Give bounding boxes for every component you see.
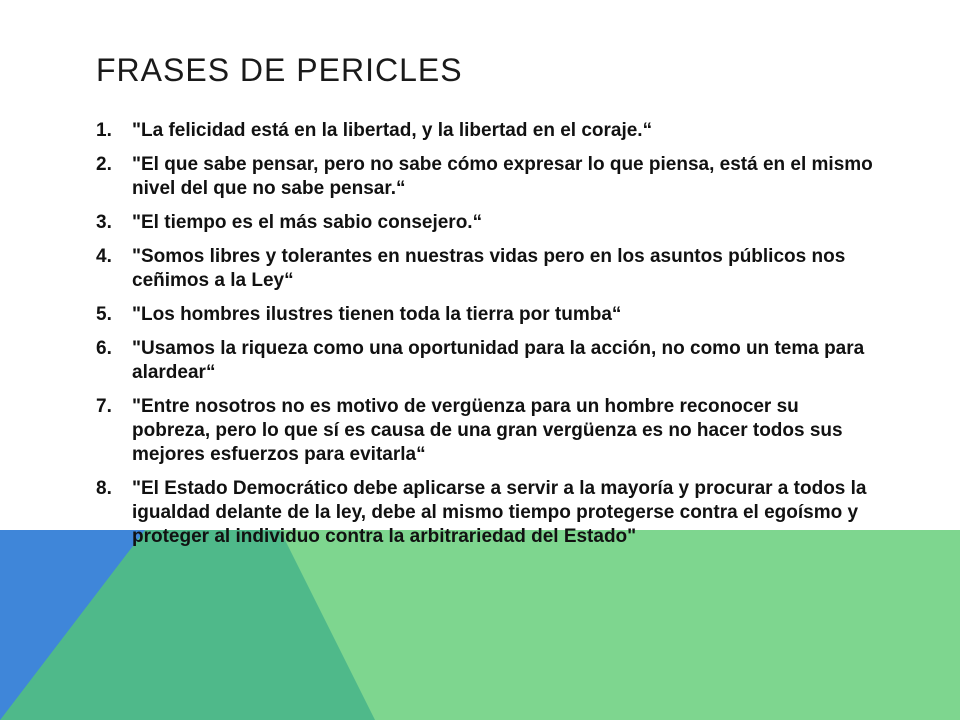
quote-text: "Usamos la riqueza como una oportunidad para la acción, no como un tema para alardear“	[132, 338, 865, 383]
quote-list	[96, 119, 876, 559]
quote-number: 1.	[96, 120, 112, 141]
quote-text: "El Estado Democrático debe aplicarse a servir a la mayoría y procurar a todos la igualdad delante de la ley, debe al mismo tiempo protegerse contra el egoísmo y proteger al individuo contra la arbitrariedad del Estado"	[132, 478, 867, 547]
quote-text: "Los hombres ilustres tienen toda la tierra por tumba“	[132, 304, 622, 325]
quote-item-4	[96, 245, 876, 293]
slide-title: FRASES DE PERICLES	[96, 52, 463, 88]
quote-number: 2.	[96, 154, 112, 175]
quote-text: "El tiempo es el más sabio consejero.“	[132, 212, 483, 233]
quote-number: 6.	[96, 338, 112, 359]
quote-number: 7.	[96, 396, 112, 417]
quote-text: "El que sabe pensar, pero no sabe cómo expresar lo que piensa, está en el mismo nivel del que no sabe pensar.“	[132, 154, 873, 199]
quote-text: "Somos libres y tolerantes en nuestras vidas pero en los asuntos públicos nos ceñimos a la Ley“	[132, 246, 846, 291]
quote-item-8	[96, 477, 876, 549]
quote-number: 3.	[96, 212, 112, 233]
quote-item-1	[96, 119, 876, 143]
quote-number: 8.	[96, 478, 112, 499]
quote-item-3	[96, 211, 876, 235]
quote-item-5	[96, 303, 876, 327]
quote-number: 5.	[96, 304, 112, 325]
quote-item-7	[96, 395, 876, 467]
quote-number: 4.	[96, 246, 112, 267]
quote-text: "Entre nosotros no es motivo de vergüenza para un hombre reconocer su pobreza, pero lo que sí es causa de una gran vergüenza es no hacer todos sus mejores esfuerzos para evitarla“	[132, 396, 843, 465]
quote-text: "La felicidad está en la libertad, y la libertad en el coraje.“	[132, 120, 653, 141]
quote-item-6	[96, 337, 876, 385]
quote-item-2	[96, 153, 876, 201]
